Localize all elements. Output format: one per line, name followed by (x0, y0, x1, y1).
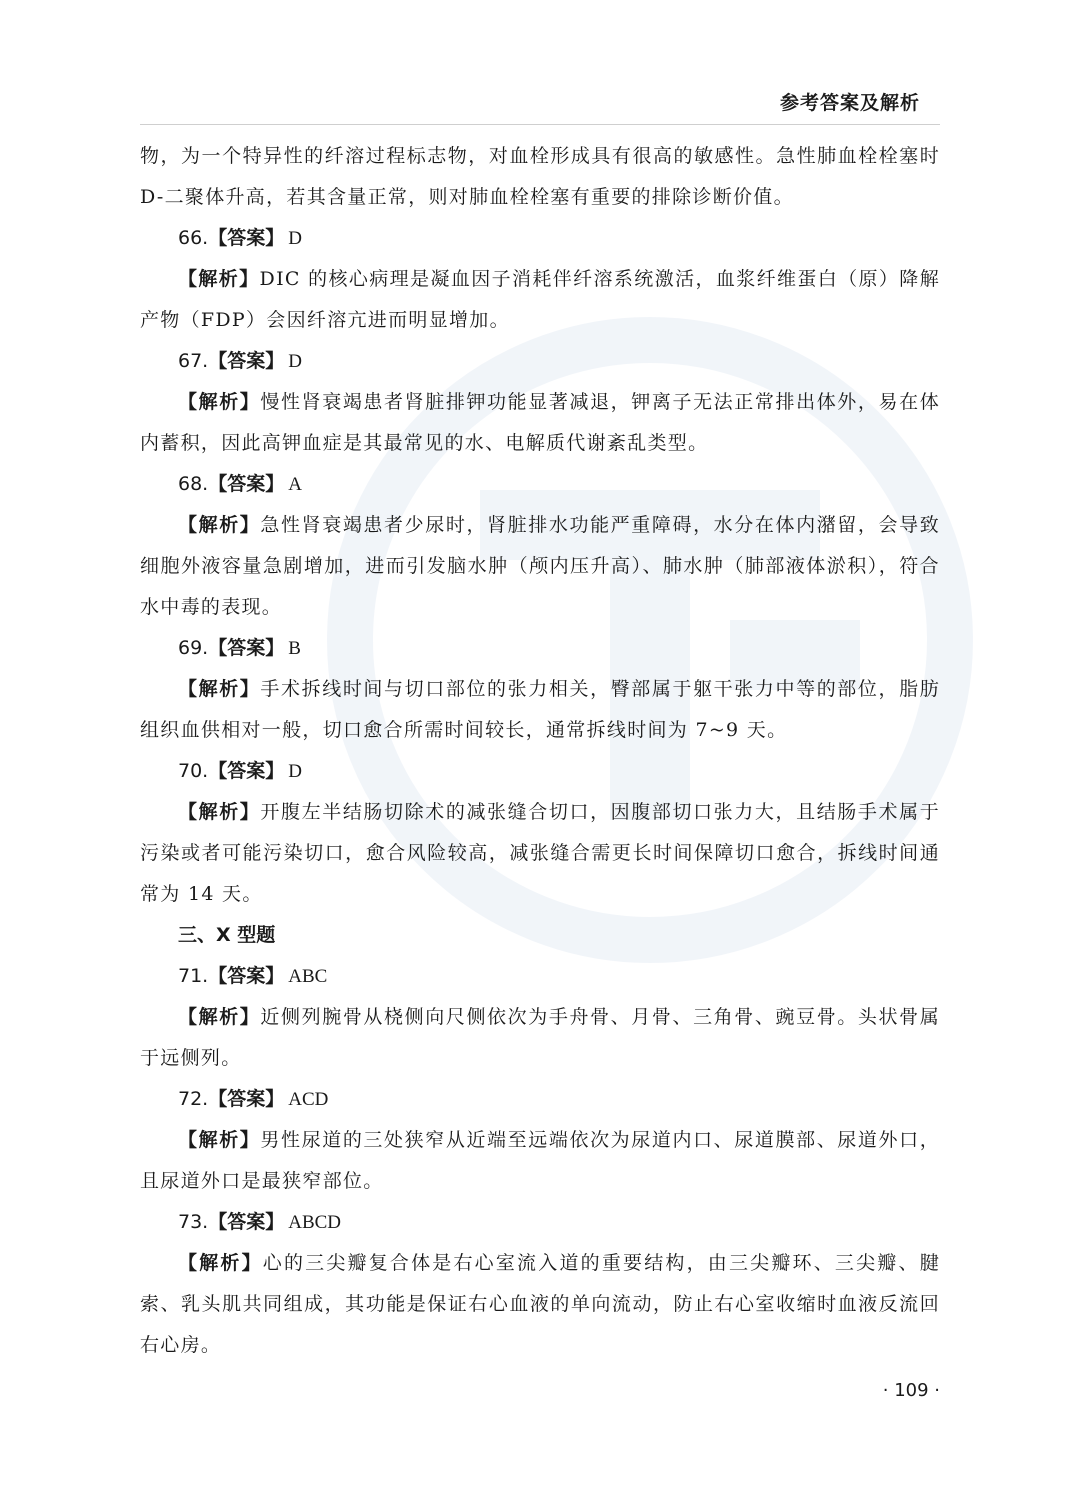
analysis-text: 开腹左半结肠切除术的减张缝合切口，因腹部切口张力大，且结肠手术属于污染或者可能污染切口，愈合风险较高，减张缝合需更长时间保障切口愈合，拆线时间通常为 14 天。 (140, 801, 941, 905)
analysis-text: DIC 的核心病理是凝血因子消耗伴纤溶系统激活，血浆纤维蛋白（原）降解产物（FDP）会因纤溶亢进而明显增加。 (140, 268, 940, 331)
answer-67 (140, 341, 940, 382)
answer-label: 【答案】 (208, 473, 285, 495)
question-number: 72. (178, 1088, 209, 1110)
question-number: 71. (178, 965, 209, 987)
answer-72 (140, 1079, 940, 1120)
header-divider (140, 124, 940, 125)
question-number: 69. (178, 637, 209, 659)
analysis-label: 【解析】 (178, 801, 261, 823)
section-heading-x-type: 三、X 型题 (178, 924, 276, 946)
page-number: · 109 · (882, 1380, 940, 1401)
answer-value: D (288, 351, 302, 372)
analysis-text: 男性尿道的三处狭窄从近端至远端依次为尿道内口、尿道膜部、尿道外口，且尿道外口是最狭窄部位。 (140, 1129, 941, 1192)
analysis-67 (140, 382, 940, 464)
answer-content (140, 136, 940, 1366)
answer-label: 【答案】 (208, 350, 285, 372)
analysis-label: 【解析】 (178, 391, 261, 413)
answer-label: 【答案】 (208, 760, 285, 782)
analysis-label: 【解析】 (178, 678, 261, 700)
analysis-68 (140, 505, 940, 628)
analysis-70 (140, 792, 940, 915)
question-number: 68. (178, 473, 209, 495)
analysis-label: 【解析】 (178, 1129, 261, 1151)
answer-value: A (288, 474, 302, 495)
question-number: 67. (178, 350, 209, 372)
analysis-69 (140, 669, 940, 751)
question-number: 70. (178, 760, 209, 782)
answer-70 (140, 751, 940, 792)
analysis-66 (140, 259, 940, 341)
answer-value: ABC (288, 966, 328, 987)
answer-value: D (288, 761, 302, 782)
analysis-71 (140, 997, 940, 1079)
answer-66 (140, 218, 940, 259)
question-number: 66. (178, 227, 209, 249)
page-header-title: 参考答案及解析 (779, 92, 920, 114)
answer-label: 【答案】 (208, 1088, 285, 1110)
answer-71 (140, 956, 940, 997)
analysis-text: 手术拆线时间与切口部位的张力相关，臀部属于躯干张力中等的部位，脂肪组织血供相对一般，切口愈合所需时间较长，通常拆线时间为 7~9 天。 (140, 678, 941, 741)
analysis-72 (140, 1120, 940, 1202)
answer-value: D (288, 228, 302, 249)
analysis-text: 急性肾衰竭患者少尿时，肾脏排水功能严重障碍，水分在体内潴留，会导致细胞外液容量急剧增加，进而引发脑水肿（颅内压升高）、肺水肿（肺部液体淤积），符合水中毒的表现。 (140, 514, 941, 618)
analysis-73 (140, 1243, 940, 1366)
intro-paragraph: 物，为一个特异性的纤溶过程标志物，对血栓形成具有很高的敏感性。急性肺血栓栓塞时D-二聚体升高，若其含量正常，则对肺血栓栓塞有重要的排除诊断价值。 (140, 145, 940, 208)
answer-label: 【答案】 (208, 965, 285, 987)
answer-69 (140, 628, 940, 669)
analysis-text: 近侧列腕骨从桡侧向尺侧依次为手舟骨、月骨、三角骨、豌豆骨。头状骨属于远侧列。 (140, 1006, 941, 1069)
answer-label: 【答案】 (208, 1211, 285, 1233)
answer-value: ACD (288, 1089, 329, 1110)
analysis-text: 慢性肾衰竭患者肾脏排钾功能显著减退，钾离子无法正常排出体外，易在体内蓄积，因此高钾血症是其最常见的水、电解质代谢紊乱类型。 (140, 391, 941, 454)
analysis-text: 心的三尖瓣复合体是右心室流入道的重要结构，由三尖瓣环、三尖瓣、腱索、乳头肌共同组成，其功能是保证右心血液的单向流动，防止右心室收缩时血液反流回右心房。 (140, 1252, 940, 1356)
answer-73 (140, 1202, 940, 1243)
analysis-label: 【解析】 (178, 268, 260, 290)
answer-68 (140, 464, 940, 505)
answer-value: B (288, 638, 301, 659)
question-number: 73. (178, 1211, 209, 1233)
answer-label: 【答案】 (208, 637, 285, 659)
analysis-label: 【解析】 (178, 1252, 263, 1274)
analysis-label: 【解析】 (178, 1006, 261, 1028)
answer-label: 【答案】 (208, 227, 285, 249)
answer-value: ABCD (288, 1212, 342, 1233)
analysis-label: 【解析】 (178, 514, 261, 536)
